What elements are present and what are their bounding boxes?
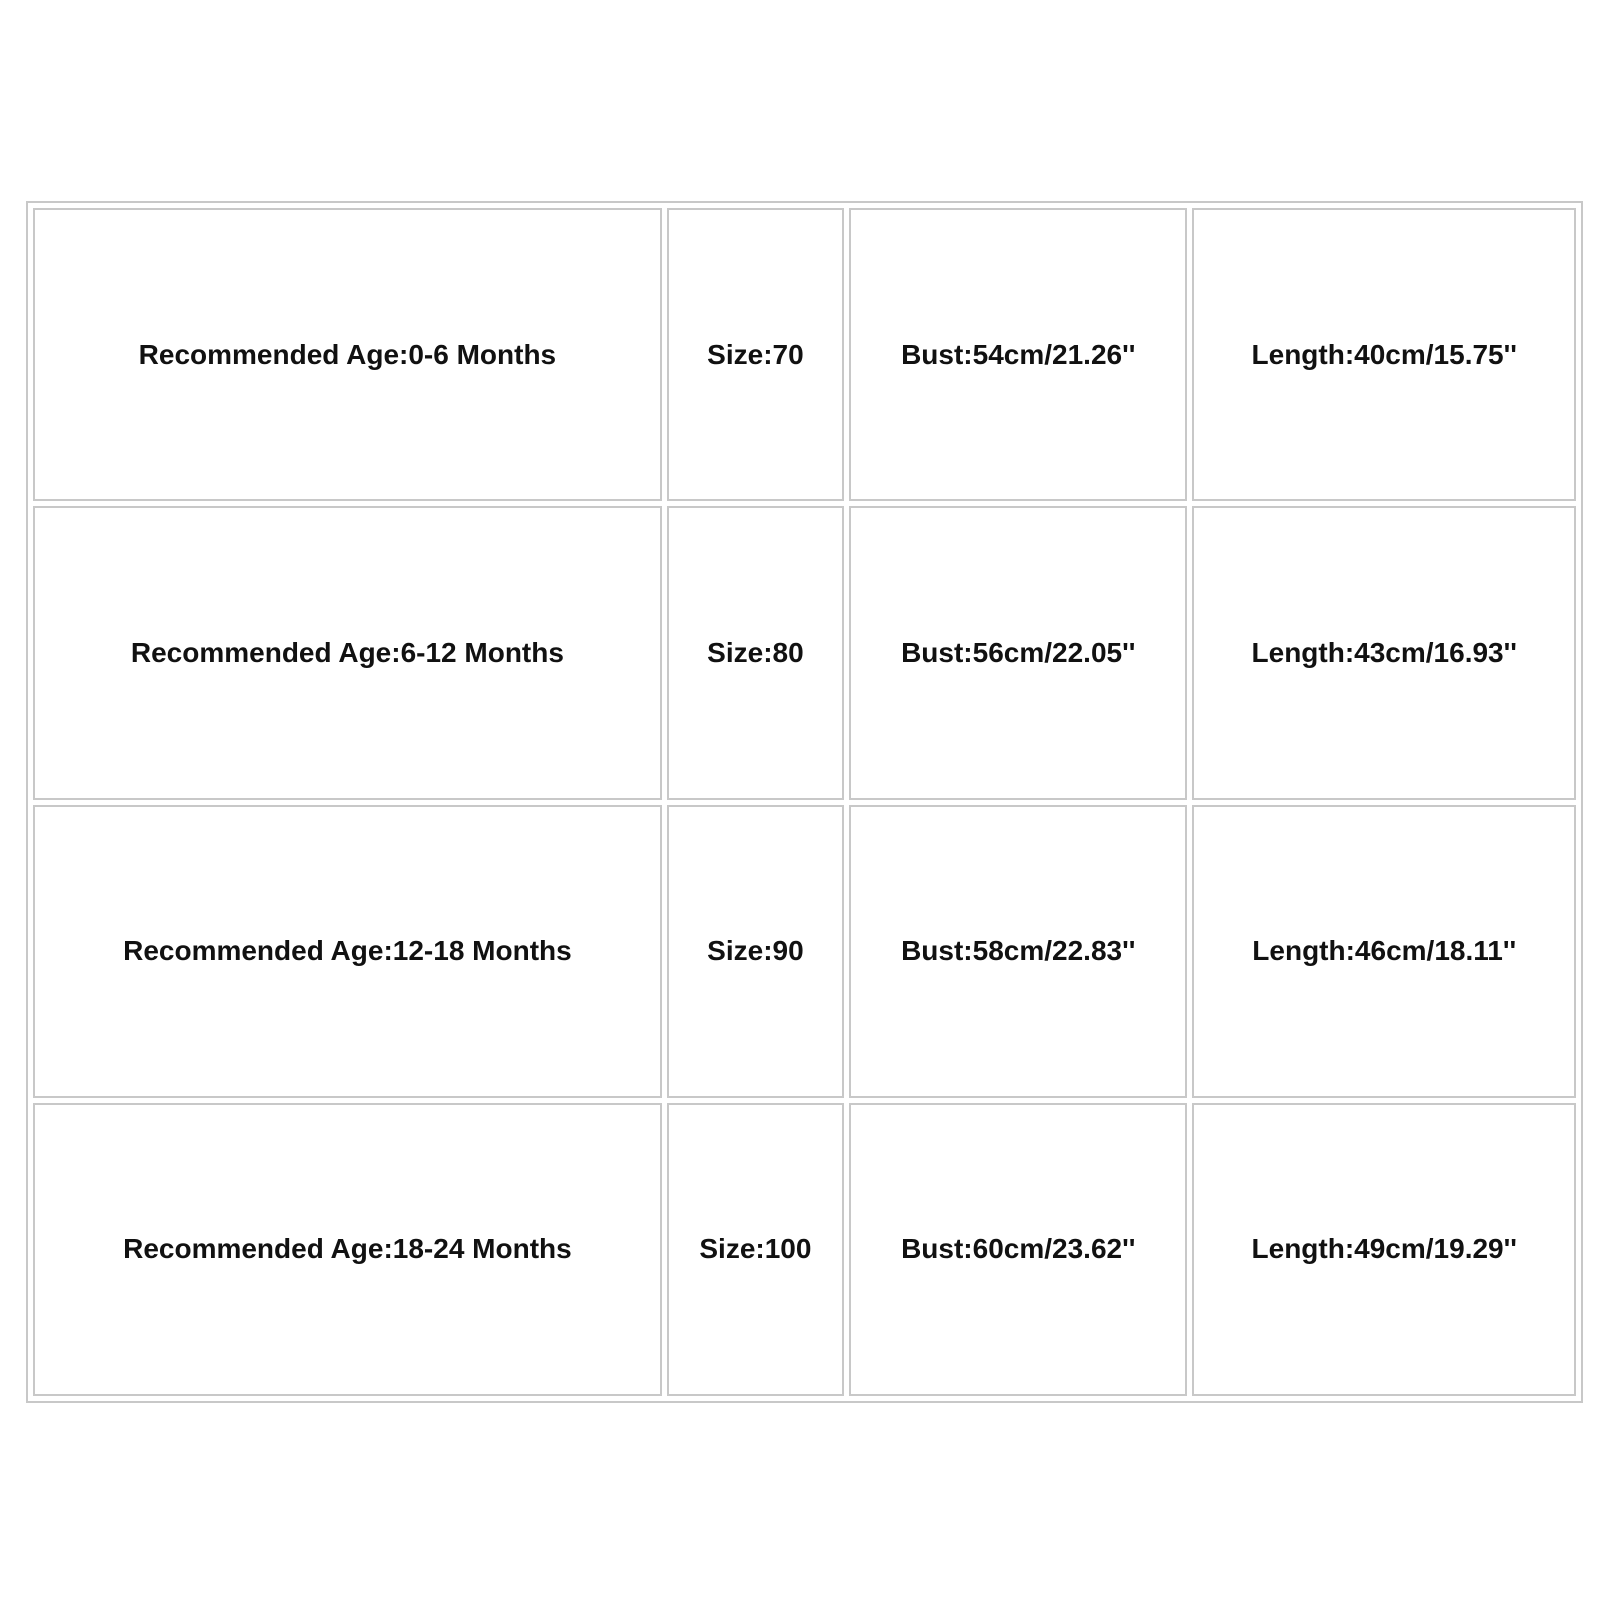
bust-cell: Bust:58cm/22.83'' xyxy=(849,805,1187,1098)
size-cell: Size:100 xyxy=(667,1103,844,1396)
table-row xyxy=(33,506,1576,799)
age-cell: Recommended Age:12-18 Months xyxy=(33,805,662,1098)
table-row xyxy=(33,805,1576,1098)
bust-cell: Bust:56cm/22.05'' xyxy=(849,506,1187,799)
size-cell: Size:80 xyxy=(667,506,844,799)
bust-cell: Bust:60cm/23.62'' xyxy=(849,1103,1187,1396)
bust-cell: Bust:54cm/21.26'' xyxy=(849,208,1187,501)
length-cell: Length:46cm/18.11'' xyxy=(1192,805,1576,1098)
size-cell: Size:70 xyxy=(667,208,844,501)
length-cell: Length:43cm/16.93'' xyxy=(1192,506,1576,799)
length-cell: Length:49cm/19.29'' xyxy=(1192,1103,1576,1396)
age-cell: Recommended Age:18-24 Months xyxy=(33,1103,662,1396)
table-row xyxy=(33,208,1576,501)
length-cell: Length:40cm/15.75'' xyxy=(1192,208,1576,501)
age-cell: Recommended Age:0-6 Months xyxy=(33,208,662,501)
table-row xyxy=(33,1103,1576,1396)
size-cell: Size:90 xyxy=(667,805,844,1098)
size-chart-table xyxy=(26,201,1583,1403)
age-cell: Recommended Age:6-12 Months xyxy=(33,506,662,799)
